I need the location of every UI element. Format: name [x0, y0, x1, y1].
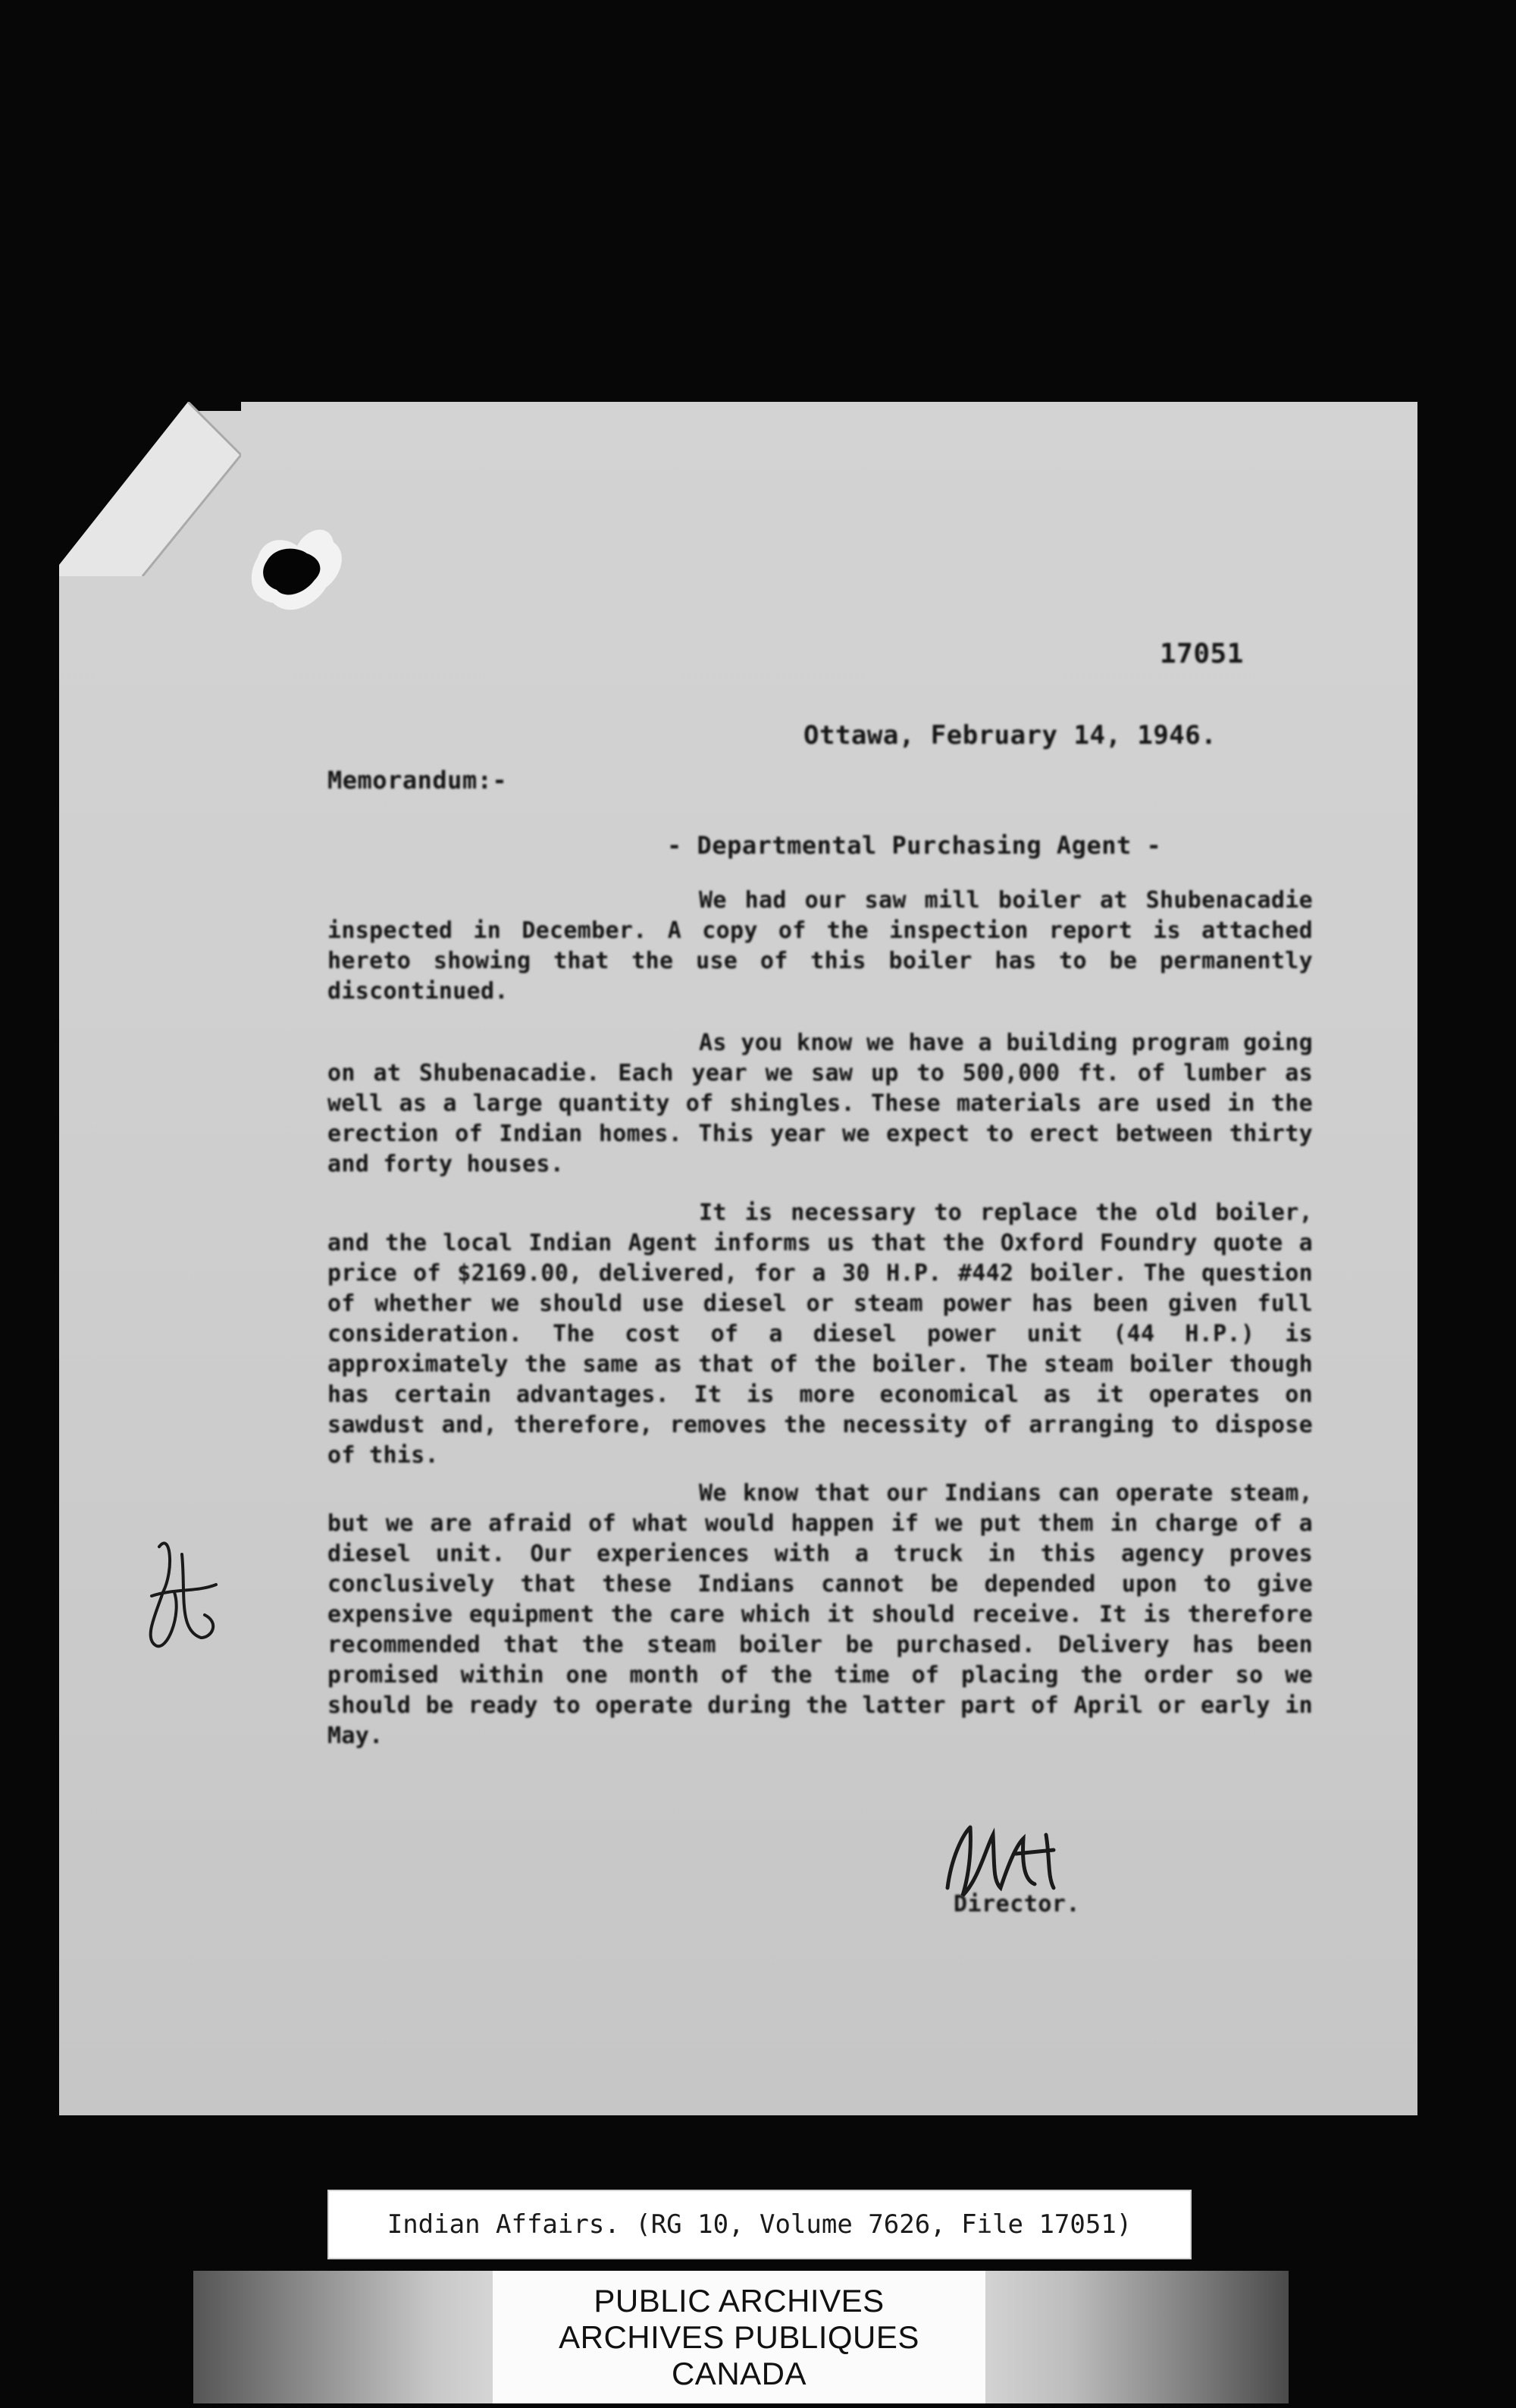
addressee: - Departmental Purchasing Agent - — [667, 831, 1162, 860]
stamp-line-1: PUBLIC ARCHIVES — [594, 2282, 885, 2319]
archive-caption: Indian Affairs. (RG 10, Volume 7626, File 17051) — [327, 2190, 1192, 2259]
paragraph-2: As you know we have a building program going on at Shubenacadie. Each year we saw up to 500,000 ft. of lumber as well as a large quantity of shingles. These materials are used in the erection of Indian homes. This year we expect to erect between thirty and forty houses. — [327, 1030, 1313, 1177]
signature-title: Director. — [954, 1891, 1081, 1917]
paragraph-4: We know that our Indians can operate steam, but we are afraid of what would happen if we put them in charge of a diesel unit. Our experiences with a truck in this agency proves conclusively that these Indians cannot be depended upon to give expensive equipment the care which it should receive. It is therefore recommended that the steam boiler be purchased. Delivery has been promised within one month of the time of placing the order so we should be ready to operate during the latter part of April or early in May. — [327, 1480, 1313, 1749]
stamp-line-3: CANADA — [671, 2355, 807, 2391]
torn-hole — [243, 523, 356, 622]
archive-stamp — [493, 2271, 985, 2403]
date-line: Ottawa, February 14, 1946. — [803, 720, 1217, 751]
file-number: 17051 — [1160, 638, 1244, 669]
memo-label: Memorandum:- — [327, 766, 508, 795]
stamp-line-2: ARCHIVES PUBLIQUES — [559, 2319, 919, 2355]
folded-corner — [59, 402, 241, 576]
paragraph-1: We had our saw mill boiler at Shubenacadie inspected in December. A copy of the inspection report is attached hereto showing that the use of this boiler has to be permanently discontinued. — [327, 887, 1313, 1005]
paragraph-3: It is necessary to replace the old boiler, and the local Indian Agent informs us that the Oxford Foundry quote a price of $2169.00, delivered, for a 30 H.P. #442 boiler. The question of whether we should use diesel or steam power has been given full consideration. The cost of a diesel power unit (44 H.P.) is approximately the same as that of the boiler. The steam boiler though has certain advantages. It is more economical as it operates on sawdust and, therefore, removes the necessity of arranging to dispose of this. — [327, 1199, 1313, 1469]
handwritten-initials — [129, 1524, 227, 1676]
